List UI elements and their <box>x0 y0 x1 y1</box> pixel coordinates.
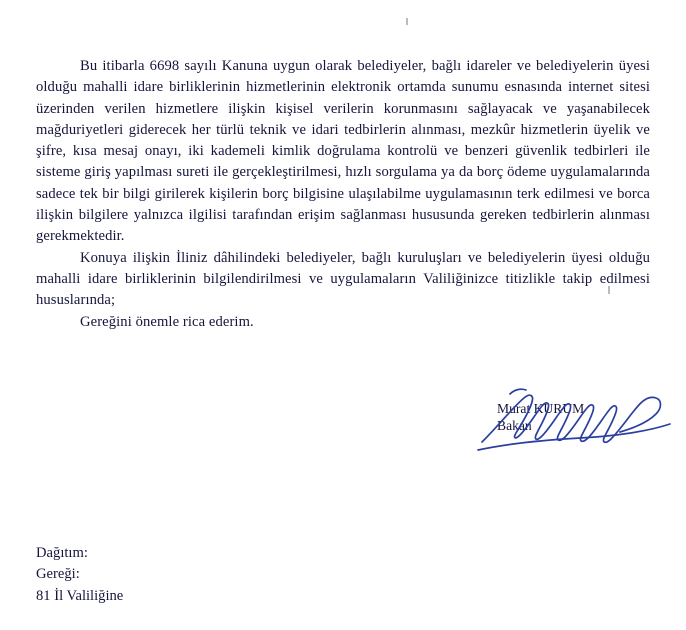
signature-block <box>497 400 686 434</box>
stray-mark-top <box>406 18 408 25</box>
distribution-type-label: Gereği: <box>36 566 80 583</box>
signatory-title: Bakan <box>497 418 532 433</box>
distribution-heading: Dağıtım: <box>36 545 88 561</box>
document-body <box>36 56 650 333</box>
distribution-section <box>36 543 123 607</box>
paragraph-2: Konuya ilişkin İliniz dâhilindeki belediyeler, bağlı kuruluşları ve belediyelerin üyesi olduğu mahalli idare birliklerinin bilgilendirilmesi ve uygulamaların Valiliğinizce titizlikle takip edilmesi hususlarında; <box>36 249 650 309</box>
distribution-recipient: 81 İl Valiliğine <box>36 587 124 604</box>
paragraph-3: Gereğini önemle rica ederim. <box>80 313 254 330</box>
signatory-name: Murat KURUM <box>497 401 585 416</box>
paragraph-1: Bu itibarla 6698 sayılı Kanuna uygun olarak belediyeler, bağlı idareler ve belediyelerin üyesi olduğu mahalli idare birliklerinin hizmetlerinin elektronik ortamda sunumu esnasında internet sitesi üzerinden verilen hizmetlere ilişkin kişisel verilerin korunmasını sağlayacak ve yaşanabilecek mağduriyetleri giderecek her türlü teknik ve idari tedbirlerin alınması, mezkûr hizmetlerin üyelik ve şifre, kısa mesaj onayı, iki kademeli kimlik doğrulama kontrolü ve benzeri güvenlik tedbirleri ile sisteme giriş yapılması sureti ile gerçekleştirilmesi, hızlı sorgulama ya da borç ödeme uygulamalarında sadece tek bir bilgi girilerek kişilerin borç bilgisine ulaşılabilme uygulamasının terk edilmesi ve borca ilişkin bilgilere yalnızca ilgilisi tarafından erişim sağlanması hususunda gereken tedbirlerin alınması gerekmektedir. <box>36 58 650 245</box>
